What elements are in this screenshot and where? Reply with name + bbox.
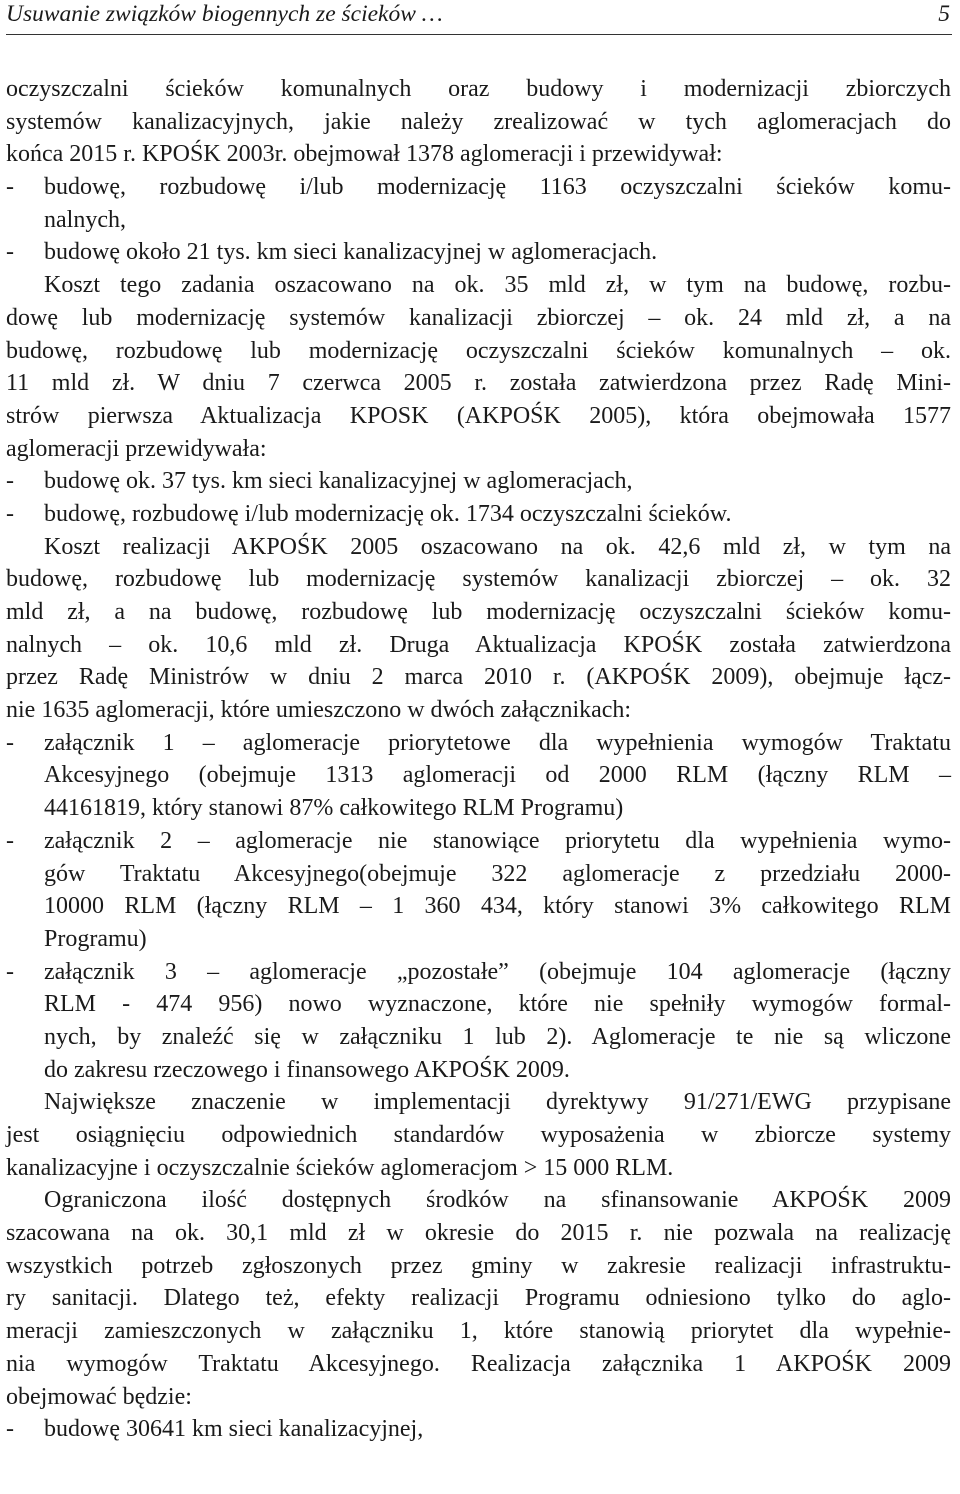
text-line: Programu)	[44, 925, 147, 952]
text-line: Akcesyjnego (obejmuje 1313 aglomeracji od 2000 RLM (łączny RLM –	[44, 762, 951, 789]
bullet-item-line	[6, 1413, 951, 1446]
text-line: budowę, rozbudowę lub modernizację oczyszczalni ścieków komunalnych – ok.	[6, 337, 951, 364]
bullet-dash: -	[6, 729, 14, 756]
text-line: 11 mld zł. W dniu 7 czerwca 2005 r. została zatwierdzona przez Radę Mini-	[6, 370, 951, 397]
text-line: nalnych – ok. 10,6 mld zł. Druga Aktualizacja KPOŚK została zatwierdzona	[6, 631, 951, 658]
text-line: mld zł, a na budowę, rozbudowę lub modernizację oczyszczalni ścieków komu-	[6, 599, 951, 625]
text-line: Koszt tego zadania oszacowano na ok. 35 mld zł, w tym na budowę, rozbu-	[44, 272, 951, 299]
text-line: szacowana na ok. 30,1 mld zł w okresie do 2015 r. nie pozwala na realizację	[6, 1220, 951, 1247]
bullet-dash: -	[6, 958, 14, 985]
text-line: 44161819, który stanowi 87% całkowitego RLM Programu)	[44, 795, 624, 822]
text-line: strów pierwsza Aktualizacja KPOSK (AKPOŚK 2005), która obejmowała 1577	[6, 402, 951, 429]
bullet-dash: -	[6, 1416, 14, 1443]
bullet-item-text: załącznik 3 – aglomeracje „pozostałe” (obejmuje 104 aglomeracje (łączny	[44, 958, 951, 985]
running-header	[6, 0, 952, 35]
bullet-item-line	[6, 956, 951, 989]
text-line: wszystkich potrzeb zgłoszonych przez gminy w zakresie realizacji infrastruktu-	[6, 1252, 951, 1279]
text-line: gów Traktatu Akcesyjnego(obejmuje 322 aglomeracje z przedziału 2000-	[44, 860, 951, 887]
bullet-item-line	[6, 171, 951, 204]
bullet-item-text: załącznik 1 – aglomeracje priorytetowe dla wypełnienia wymogów Traktatu	[44, 729, 951, 756]
bullet-item-text: budowę ok. 37 tys. km sieci kanalizacyjnej w aglomeracjach,	[44, 468, 633, 495]
bullet-dash: -	[6, 827, 14, 854]
bullet-dash: -	[6, 468, 14, 495]
text-line: systemów kanalizacyjnych, jakie należy zrealizować w tych aglomeracjach do	[6, 108, 951, 135]
bullet-item-line	[6, 236, 951, 269]
page-number: 5	[938, 1, 950, 27]
running-header-title: Usuwanie związków biogennych ze ścieków …	[6, 1, 443, 27]
text-line: nych, by znaleźć się w załączniku 1 lub 2). Aglomeracje te nie są wliczone	[44, 1023, 951, 1050]
text-line: budowę, rozbudowę lub modernizację systemów kanalizacji zbiorczej – ok. 32	[6, 566, 951, 593]
text-line: nalnych,	[44, 206, 126, 233]
bullet-item-line	[6, 825, 951, 858]
text-line: oczyszczalni ścieków komunalnych oraz budowy i modernizacji zbiorczych	[6, 76, 951, 102]
bullet-item-text: budowę, rozbudowę i/lub modernizację 1163 oczyszczalni ścieków komu-	[44, 174, 951, 201]
text-line: meracji zamieszczonych w załączniku 1, które stanowią priorytet dla wypełnie-	[6, 1318, 951, 1345]
bullet-item-line	[6, 465, 951, 498]
text-line: dowę lub modernizację systemów kanalizacji zbiorczej – ok. 24 mld zł, a na	[6, 304, 951, 331]
text-line: aglomeracji przewidywała:	[6, 435, 267, 462]
text-line: Największe znaczenie w implementacji dyrektywy 91/271/EWG przypisane	[44, 1089, 951, 1116]
document-body	[6, 73, 951, 1446]
bullet-dash: -	[6, 239, 14, 266]
text-line: nie 1635 aglomeracji, które umieszczono w dwóch załącznikach:	[6, 697, 632, 724]
bullet-dash: -	[6, 500, 14, 527]
text-line: końca 2015 r. KPOŚK 2003r. obejmował 1378 aglomeracji i przewidywał:	[6, 141, 723, 168]
bullet-item-text: budowę około 21 tys. km sieci kanalizacyjnej w aglomeracjach.	[44, 239, 658, 266]
text-line: 10000 RLM (łączny RLM – 1 360 434, który stanowi 3% całkowitego RLM	[44, 893, 951, 920]
text-line: kanalizacyjne i oczyszczalnie ścieków aglomeracjom > 15 000 RLM.	[6, 1154, 674, 1181]
text-line: Koszt realizacji AKPOŚK 2005 oszacowano na ok. 42,6 mld zł, w tym na	[44, 533, 951, 560]
text-line: nia wymogów Traktatu Akcesyjnego. Realizacja załącznika 1 AKPOŚK 2009	[6, 1350, 951, 1377]
bullet-item-line	[6, 727, 951, 760]
text-line: jest osiągnięciu odpowiednich standardów wyposażenia w zbiorcze systemy	[6, 1122, 951, 1148]
bullet-dash: -	[6, 174, 14, 201]
text-line: do zakresu rzeczowego i finansowego AKPOŚK 2009.	[44, 1056, 570, 1083]
text-line: ry sanitacji. Dlatego też, efekty realizacji Programu odniesiono tylko do aglo-	[6, 1285, 951, 1312]
bullet-item-line	[6, 498, 951, 531]
bullet-item-text: załącznik 2 – aglomeracje nie stanowiące priorytetu dla wypełnienia wymo-	[44, 827, 951, 854]
text-line: obejmować będzie:	[6, 1383, 192, 1410]
bullet-item-text: budowę 30641 km sieci kanalizacyjnej,	[44, 1416, 424, 1443]
text-line: RLM - 474 956) nowo wyznaczone, które nie spełniły wymogów formal-	[44, 991, 951, 1018]
text-line: Ograniczona ilość dostępnych środków na sfinansowanie AKPOŚK 2009	[44, 1187, 951, 1214]
text-line: przez Radę Ministrów w dniu 2 marca 2010 r. (AKPOŚK 2009), obejmuje łącz-	[6, 664, 951, 691]
bullet-item-text: budowę, rozbudowę i/lub modernizację ok. 1734 oczyszczalni ścieków.	[44, 500, 732, 527]
